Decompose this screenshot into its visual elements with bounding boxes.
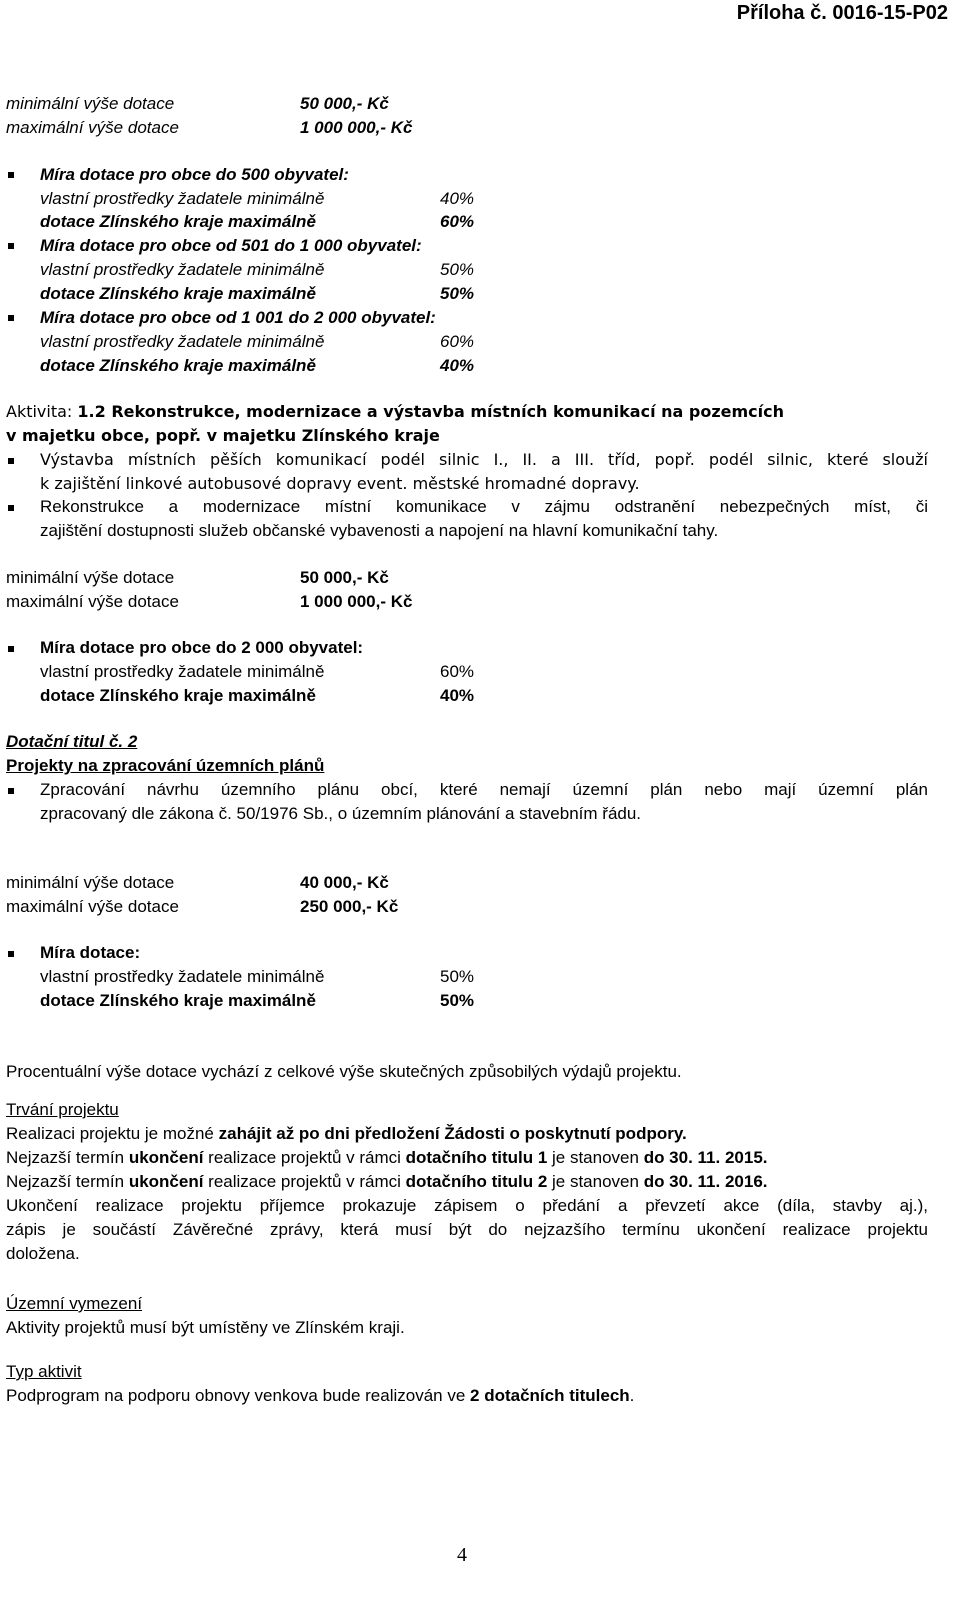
deadline-text: Nejzazší termín (6, 1148, 129, 1167)
bullet-icon (8, 505, 14, 511)
deadline-title-1 (6, 1146, 768, 1170)
tier-heading: Míra dotace pro obce od 1 001 do 2 000 obyvatel: (40, 308, 436, 327)
subsidy-row (40, 989, 475, 1013)
grant-title-label: Dotační titul č. 2 (6, 732, 138, 751)
activity-name: 1.2 Rekonstrukce, modernizace a výstavba místních komunikací na pozemcích (77, 402, 785, 421)
min-amount-row (6, 566, 389, 590)
start-emphasis: zahájit až po dni předložení Žádosti o poskytnutí podpory. (218, 1124, 687, 1143)
min-amount-label: minimální výše dotace (6, 94, 175, 113)
deadline-text: realizace projektů v rámci (203, 1148, 406, 1167)
type-text-end: . (629, 1386, 635, 1405)
deadline-emphasis: ukončení (128, 1172, 204, 1191)
min-amount-value: 50 000,- Kč (300, 94, 389, 113)
deadline-date: do 30. 11. 2015. (643, 1148, 768, 1167)
bullet-icon (8, 172, 14, 178)
min-amount-row (6, 871, 389, 895)
min-amount-label: minimální výše dotace (6, 568, 175, 587)
completion-paragraph-end: doložena. (6, 1244, 80, 1263)
duration-heading: Trvání projektu (6, 1100, 119, 1119)
own-funds-label: vlastní prostředky žadatele minimálně (40, 967, 325, 986)
own-funds-pct: 60% (440, 332, 475, 351)
deadline-text: je stanoven (547, 1148, 644, 1167)
max-amount-label: maximální výše dotace (6, 897, 179, 916)
subsidy-row (40, 282, 475, 306)
grant-item-cont: zpracovaný dle zákona č. 50/1976 Sb., o územním plánování a stavebním řádu. (40, 804, 642, 823)
deadline-emphasis: dotačního titulu 1 (405, 1148, 548, 1167)
deadline-date: do 30. 11. 2016. (643, 1172, 768, 1191)
min-amount-row (6, 92, 389, 116)
own-funds-pct: 50% (440, 967, 475, 986)
percent-note: Procentuální výše dotace vychází z celkové výše skutečných způsobilých výdajů projektu. (6, 1062, 682, 1081)
grant-item: Zpracování návrhu územního plánu obcí, které nemají územní plán nebo mají územní plán (40, 780, 928, 799)
own-funds-row (40, 330, 475, 354)
own-funds-row (40, 660, 475, 684)
min-amount-value: 40 000,- Kč (300, 873, 389, 892)
own-funds-label: vlastní prostředky žadatele minimálně (40, 332, 325, 351)
max-amount-row (6, 895, 399, 919)
own-funds-label: vlastní prostředky žadatele minimálně (40, 662, 325, 681)
grant-title-name: Projekty na zpracování územních plánů (6, 756, 325, 775)
subsidy-label: dotace Zlínského kraje maximálně (40, 284, 316, 303)
own-funds-row (40, 965, 475, 989)
bullet-icon (8, 243, 14, 249)
own-funds-row (40, 187, 475, 211)
completion-paragraph-cont: zápis je součástí Závěrečné zprávy, která musí být do nejzazšího termínu ukončení realizace projektu (6, 1220, 928, 1239)
own-funds-pct: 60% (440, 662, 475, 681)
max-amount-row (6, 116, 413, 140)
rate-heading: Míra dotace pro obce do 2 000 obyvatel: (40, 638, 364, 657)
bullet-icon (8, 458, 14, 464)
bullet-icon (8, 788, 14, 794)
min-amount-label: minimální výše dotace (6, 873, 175, 892)
max-amount-label: maximální výše dotace (6, 118, 179, 137)
subsidy-pct: 40% (440, 356, 475, 375)
own-funds-pct: 40% (440, 189, 475, 208)
type-text (6, 1384, 634, 1408)
territory-text: Aktivity projektů musí být umístěny ve Zlínském kraji. (6, 1318, 405, 1337)
rate-heading: Míra dotace: (40, 943, 141, 962)
own-funds-row (40, 258, 475, 282)
type-heading: Typ aktivit (6, 1362, 82, 1381)
subsidy-label: dotace Zlínského kraje maximálně (40, 991, 316, 1010)
max-amount-label: maximální výše dotace (6, 592, 179, 611)
activity-title-cont: v majetku obce, popř. v majetku Zlínského kraje (6, 426, 440, 445)
subsidy-pct: 40% (440, 686, 475, 705)
subsidy-label: dotace Zlínského kraje maximálně (40, 356, 316, 375)
max-amount-value: 1 000 000,- Kč (300, 592, 413, 611)
type-text-start: Podprogram na podporu obnovy venkova bude realizován ve (6, 1386, 471, 1405)
subsidy-row (40, 684, 475, 708)
start-text: Realizaci projektu je možné (6, 1124, 219, 1143)
subsidy-label: dotace Zlínského kraje maximálně (40, 686, 316, 705)
bullet-icon (8, 951, 14, 957)
deadline-text: je stanoven (547, 1172, 644, 1191)
subsidy-pct: 50% (440, 991, 475, 1010)
page-number: 4 (457, 1544, 467, 1566)
deadline-emphasis: ukončení (128, 1148, 204, 1167)
bullet-icon (8, 315, 14, 321)
max-amount-value: 250 000,- Kč (300, 897, 399, 916)
own-funds-label: vlastní prostředky žadatele minimálně (40, 189, 325, 208)
subsidy-label: dotace Zlínského kraje maximálně (40, 212, 316, 231)
max-amount-row (6, 590, 413, 614)
tier-heading: Míra dotace pro obce od 501 do 1 000 obyvatel: (40, 236, 422, 255)
subsidy-pct: 50% (440, 284, 475, 303)
deadline-text: realizace projektů v rámci (203, 1172, 406, 1191)
activity-item-cont: k zajištění linkové autobusové dopravy event. městské hromadné dopravy. (40, 474, 640, 493)
tier-heading: Míra dotace pro obce do 500 obyvatel: (40, 165, 349, 184)
subsidy-pct: 60% (440, 212, 475, 231)
start-condition (6, 1122, 687, 1146)
completion-paragraph: Ukončení realizace projektu příjemce prokazuje zápisem o předání a převzetí akce (díla, stavby aj.), (6, 1196, 928, 1215)
activity-item-cont: zajištění dostupnosti služeb občanské vybavenosti a napojení na hlavní komunikační tahy. (40, 521, 719, 540)
deadline-text: Nejzazší termín (6, 1172, 129, 1191)
own-funds-label: vlastní prostředky žadatele minimálně (40, 260, 325, 279)
territory-heading: Územní vymezení (6, 1294, 143, 1313)
own-funds-pct: 50% (440, 260, 475, 279)
deadline-emphasis: dotačního titulu 2 (405, 1172, 548, 1191)
min-amount-value: 50 000,- Kč (300, 568, 389, 587)
activity-item: Rekonstrukce a modernizace místní komunikace v zájmu odstranění nebezpečných míst, či (40, 497, 928, 516)
subsidy-row (40, 210, 475, 234)
bullet-icon (8, 646, 14, 652)
deadline-title-2 (6, 1170, 768, 1194)
type-emphasis: 2 dotačních titulech (470, 1386, 630, 1405)
subsidy-row (40, 354, 475, 378)
activity-title (6, 400, 784, 424)
activity-item: Výstavba místních pěších komunikací podél silnic I., II. a III. tříd, popř. podél silnic, které slouží (40, 450, 928, 469)
activity-prefix: Aktivita: (6, 402, 78, 421)
page-identifier: Příloha č. 0016-15-P02 (736, 2, 948, 24)
max-amount-value: 1 000 000,- Kč (300, 118, 413, 137)
